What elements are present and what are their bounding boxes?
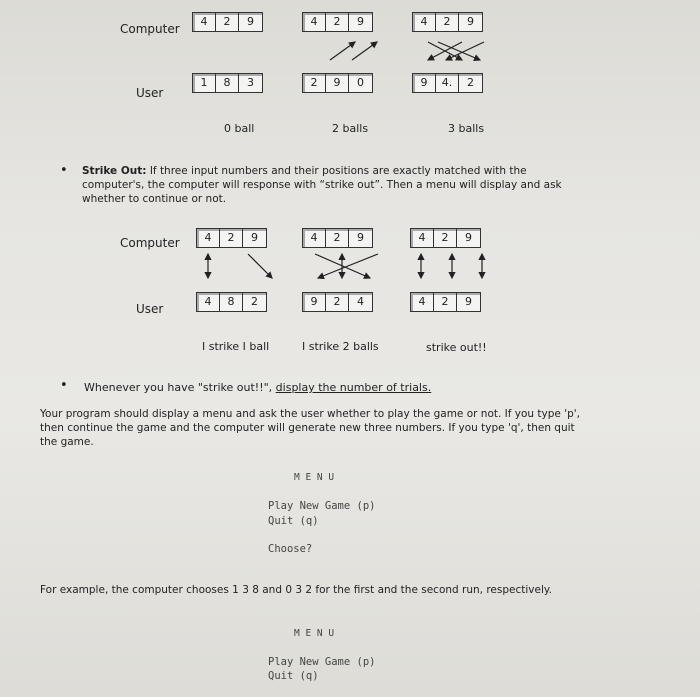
digit-cell: 9 — [413, 74, 436, 92]
user-label: User — [136, 86, 164, 100]
example-text: For example, the computer chooses 1 3 8 and 0 3 2 for the first and the second run, respectively. — [40, 584, 552, 596]
program-line3: the game. — [40, 436, 94, 448]
digit-cell: 9 — [303, 293, 326, 311]
result-caption: 3 balls — [448, 122, 485, 135]
digit-cell: 1 — [193, 74, 216, 92]
result-caption: strike out!! — [426, 341, 487, 354]
program-paragraph — [40, 407, 650, 449]
digit-cell: 3 — [247, 76, 254, 89]
digit-cell: 4 — [357, 295, 364, 308]
user-number-box — [302, 292, 373, 312]
menu-quit-option: Quit (q) — [268, 670, 319, 682]
digit-cell: 8 — [216, 74, 239, 92]
digit-cell: 4 — [197, 293, 220, 311]
digit-cell: 4 — [303, 13, 326, 31]
match-arrows-2 — [0, 0, 700, 300]
digit-cell: 4 — [303, 229, 326, 247]
menu-play-option: Play New Game (p) — [268, 656, 376, 668]
digit-cell: 4 — [193, 13, 216, 31]
digit-cell: 9 — [251, 231, 258, 244]
user-number-box — [410, 292, 481, 312]
digit-cell: 2 — [434, 293, 457, 311]
user-number-box — [196, 292, 267, 312]
menu-title: M E N U — [294, 628, 335, 639]
digit-cell: 2 — [326, 293, 349, 311]
digit-cell: 9 — [357, 231, 364, 244]
program-line2: then continue the game and the computer will generate new three numbers. If you type 'q', then quit — [40, 422, 575, 434]
digit-cell: 9 — [247, 15, 254, 28]
result-caption: 2 balls — [332, 122, 369, 135]
computer-label: Computer — [120, 236, 180, 250]
digit-cell: 2 — [326, 229, 349, 247]
computer-label: Computer — [120, 22, 180, 36]
result-caption: 0 ball — [224, 122, 255, 135]
strike-out-line3: whether to continue or not. — [82, 193, 227, 205]
menu-title: M E N U — [294, 472, 335, 483]
strike-out-line2: computer's, the computer will response with “strike out”. Then a menu will display and ask — [82, 179, 562, 191]
digit-cell: 8 — [220, 293, 243, 311]
digit-cell: 9 — [465, 295, 472, 308]
digit-cell: 2 — [220, 229, 243, 247]
menu-play-option: Play New Game (p) — [268, 500, 376, 512]
digit-cell: 0 — [357, 76, 364, 89]
strike-out-line1: If three input numbers and their positions are exactly matched with the — [149, 165, 527, 177]
digit-cell: 9 — [326, 74, 349, 92]
digit-cell: 2 — [303, 74, 326, 92]
trials-text: Whenever you have "strike out!!", display the number of trials. — [84, 381, 432, 394]
digit-cell: 4 — [411, 293, 434, 311]
digit-cell: 2 — [434, 229, 457, 247]
digit-cell: 4. — [436, 74, 459, 92]
digit-cell: 2 — [436, 13, 459, 31]
digit-cell: 2 — [467, 76, 474, 89]
digit-cell: 2 — [326, 13, 349, 31]
digit-cell: 9 — [357, 15, 364, 28]
result-caption: I strike 2 balls — [302, 340, 379, 353]
result-caption: I strike I ball — [202, 340, 270, 353]
program-line1: Your program should display a menu and ask the user whether to play the game or not. If you type 'p', — [40, 408, 580, 420]
digit-cell: 2 — [251, 295, 258, 308]
bullet-icon: • — [60, 378, 68, 393]
digit-cell: 4 — [197, 229, 220, 247]
digit-cell: 2 — [216, 13, 239, 31]
strike-out-title: Strike Out: — [82, 165, 147, 177]
menu-quit-option: Quit (q) — [268, 515, 319, 527]
digit-cell: 4 — [411, 229, 434, 247]
digit-cell: 4 — [413, 13, 436, 31]
bullet-icon: • — [60, 163, 68, 178]
menu-choose-prompt: Choose? — [268, 543, 313, 555]
user-label: User — [136, 302, 164, 316]
digit-cell: 9 — [465, 231, 472, 244]
digit-cell: 9 — [467, 15, 474, 28]
